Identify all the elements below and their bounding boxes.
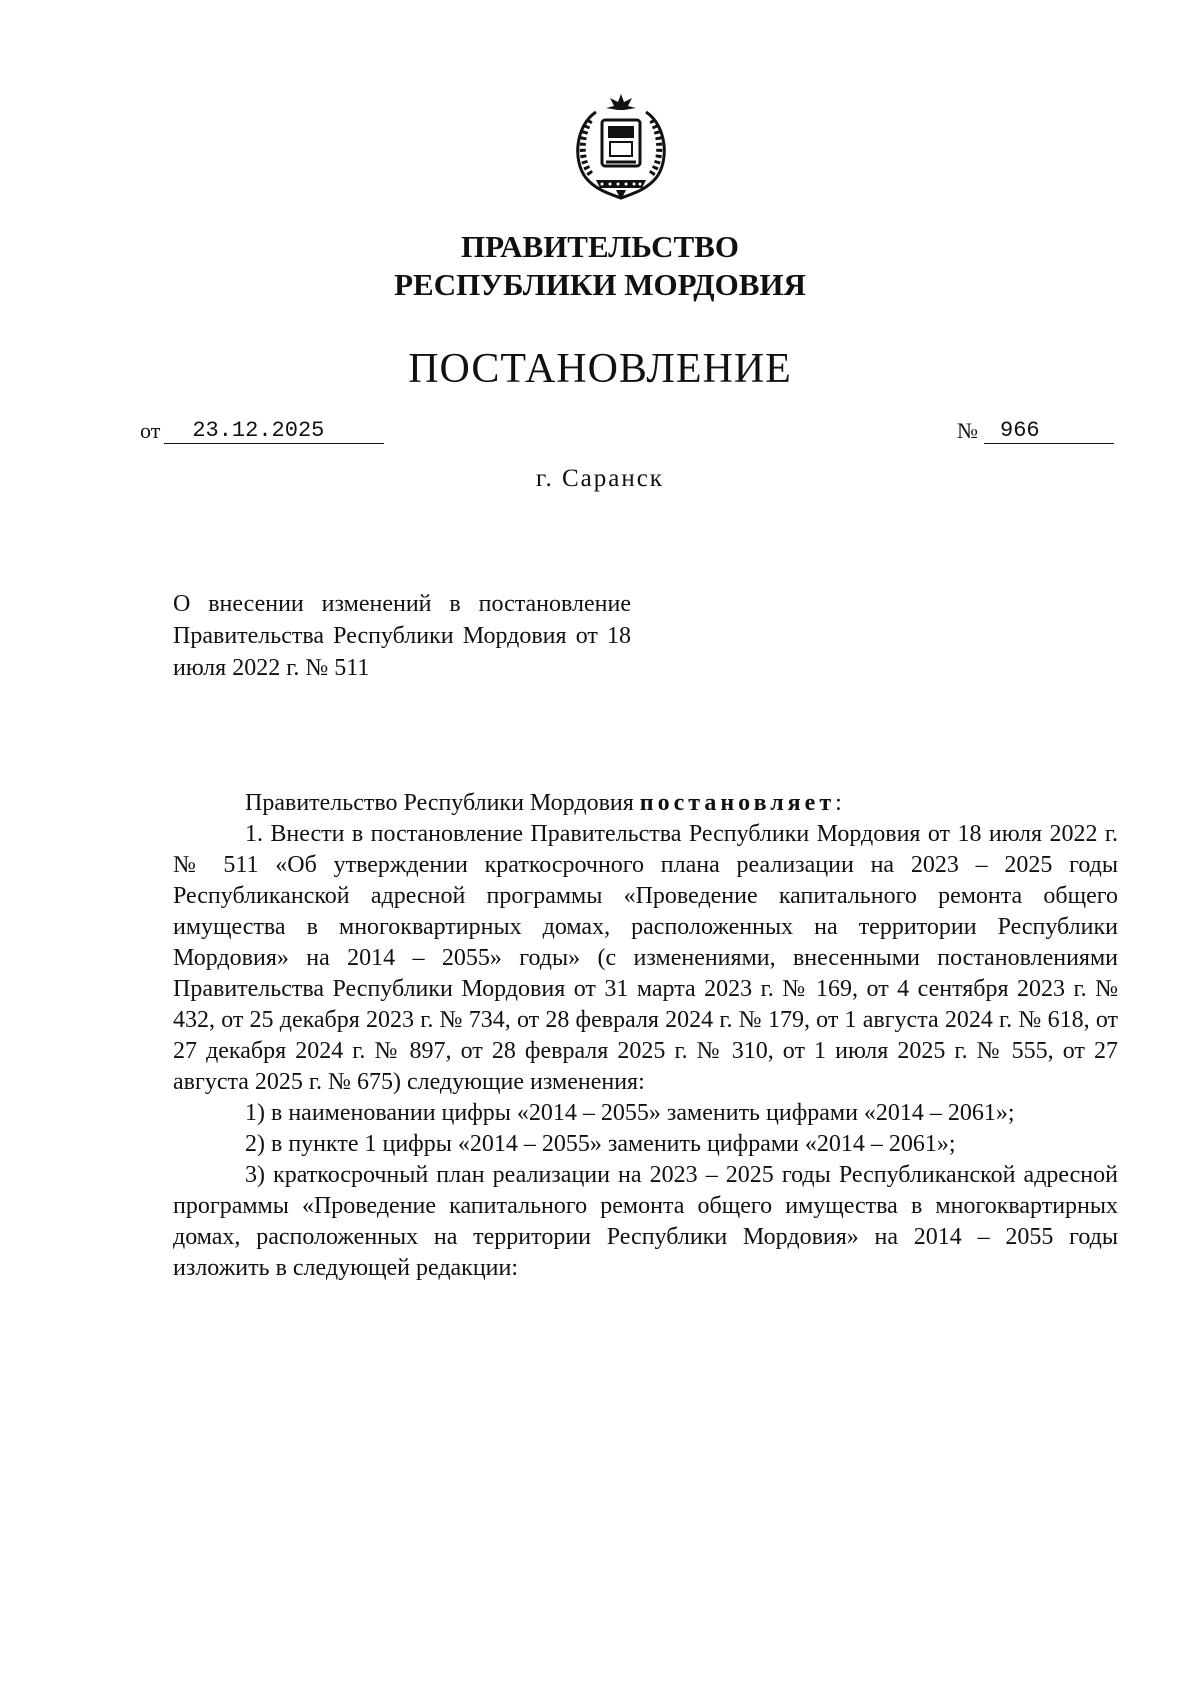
paragraph-1-2: 2) в пункте 1 цифры «2014 – 2055» заменить цифрами «2014 – 2061»;	[245, 1131, 956, 1157]
city-name: г. Саранск	[536, 465, 664, 492]
coat-of-arms-icon	[566, 90, 676, 205]
organization-name-line2: РЕСПУБЛИКИ МОРДОВИЯ	[394, 267, 806, 302]
intro-prefix: Правительство Республики Мордовия	[245, 790, 640, 816]
number-prefix: №	[957, 418, 978, 443]
intro-verb: постановляет	[639, 790, 836, 816]
intro-suffix: :	[835, 790, 842, 816]
date-prefix: от	[140, 418, 161, 443]
date-value: 23.12.2025	[164, 419, 384, 444]
paragraph-1-3: 3) краткосрочный план реализации на 2023 – 2025 годы Республиканской адресной программы «Проведение капитального ремонта общего имущества в многоквартирных домах, расположенных на территории Республики Мордовия» на 2014 – 2055 годы изложить в следующей редакции:	[173, 1162, 1118, 1281]
document-date	[140, 418, 384, 444]
document-type-title: ПОСТАНОВЛЕНИЕ	[408, 346, 792, 392]
document-body	[173, 788, 1118, 1284]
paragraph-1-1: 1) в наименовании цифры «2014 – 2055» заменить цифрами «2014 – 2061»;	[245, 1100, 1015, 1126]
number-value: 966	[984, 419, 1114, 444]
paragraph-1: 1. Внести в постановление Правительства Республики Мордовия от 18 июля 2022 г. № 511 «Об утверждении краткосрочного плана реализации на 2023 – 2025 годы Республиканской адресной программы «Проведение капитального ремонта общего имущества в многоквартирных домах, расположенных на территории Республики Мордовия» на 2014 – 2055» годы» (с изменениями, внесенными постановлениями Правительства Республики Мордовия от 31 марта 2023 г. № 169, от 4 сентября 2023 г. № 432, от 25 декабря 2023 г. № 734, от 28 февраля 2024 г. № 179, от 1 августа 2024 г. № 618, от 27 декабря 2024 г. № 897, от 28 февраля 2025 г. № 310, от 1 июля 2025 г. № 555, от 27 августа 2025 г. № 675) следующие изменения:	[173, 821, 1118, 1095]
intro-paragraph	[173, 788, 1118, 819]
document-subject: О внесении изменений в постановление Правительства Республики Мордовия от 18 июля 2022 г. № 511	[173, 591, 631, 681]
document-number	[957, 418, 1114, 444]
organization-name-line1: ПРАВИТЕЛЬСТВО	[461, 229, 739, 264]
